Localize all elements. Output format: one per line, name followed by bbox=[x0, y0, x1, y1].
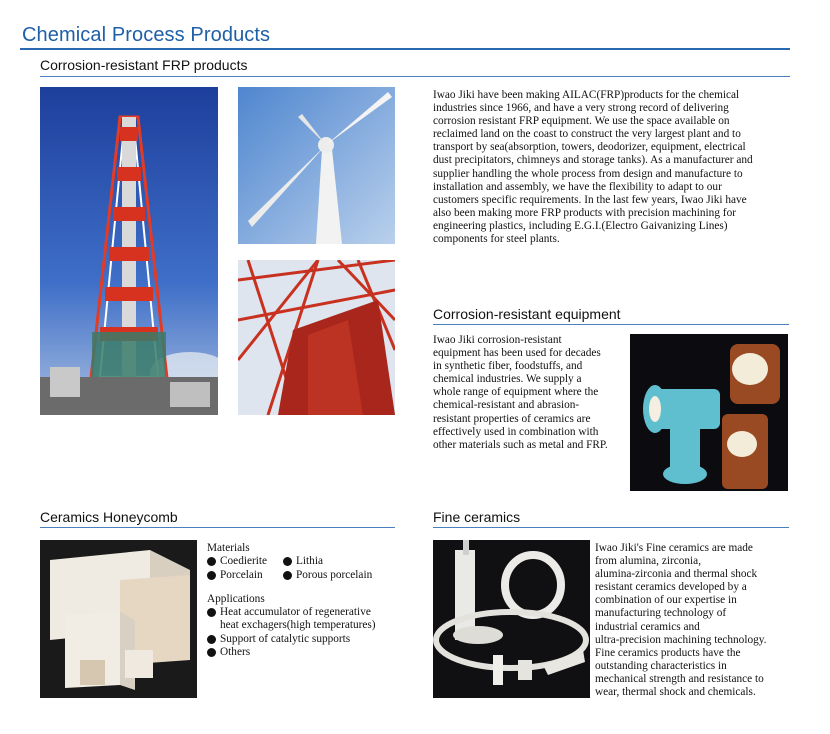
bullet-icon bbox=[283, 571, 292, 580]
fine-ceramics-section-heading: Fine ceramics bbox=[433, 509, 521, 525]
page-title: Chemical Process Products bbox=[22, 24, 271, 46]
fine-ceramics-description: Iwao Jiki's Fine ceramics are made from alumina, zirconia, alumina-zirconia and thermal shock resistant ceramics developed by a combination of our expertise in manufacturing technology of industrial ceramics and ultra-precision machining technology. Fine ceramics products have the outstanding characteristics in mechanical strength and resistance to wear, thermal shock and chemicals. bbox=[595, 542, 767, 699]
bullet-icon bbox=[207, 571, 216, 580]
bullet-icon bbox=[207, 648, 216, 657]
application-item: Support of catalytic supports bbox=[207, 633, 402, 646]
fine-ceramic-parts-photo bbox=[433, 540, 590, 698]
honeycomb-section-heading: Ceramics Honeycomb bbox=[40, 509, 178, 525]
material-item: Lithia bbox=[283, 555, 323, 568]
application-item: Others bbox=[207, 646, 402, 659]
ceramic-pipe-fittings-photo bbox=[630, 334, 788, 491]
ceramic-honeycomb-blocks-photo bbox=[40, 540, 197, 698]
honeycomb-section-divider bbox=[40, 527, 395, 528]
application-item: Heat accumulator of regenerative heat exchagers(high temperatures) bbox=[207, 606, 402, 633]
frp-section-divider bbox=[40, 76, 790, 77]
fine-ceramics-section-divider bbox=[433, 527, 789, 528]
wind-turbine-photo bbox=[238, 87, 395, 244]
frp-section-heading: Corrosion-resistant FRP products bbox=[40, 57, 248, 73]
applications-label: Applications bbox=[207, 592, 265, 605]
honeycomb-details bbox=[207, 542, 402, 659]
bullet-icon bbox=[283, 557, 292, 566]
equipment-section-heading: Corrosion-resistant equipment bbox=[433, 306, 621, 322]
bullet-icon bbox=[207, 608, 216, 617]
material-item: Porcelain bbox=[207, 569, 283, 582]
frp-description: Iwao Jiki have been making AILAC(FRP)products for the chemical industries since 1966, and have a very strong record of delivering corrosion resistant FRP equipment. We use the space available on reclaimed land on the coast to construct the very largest plant and to transport by sea(absorption, towers, deodorizer, equipment, electrical dust precipitators, chimneys and storage tanks). As a manufacturer and supplier handling the whole process from design and manufacture to installation and assembly, we have the flexibility to adapt to our customers specific requirements. In the last few years, Iwao Jiki have also been making more FRP products with precision machining for engineering plastics, including E.G.I.(Electro Gaivanizing Lines) components for steel plants. bbox=[433, 89, 753, 246]
bullet-icon bbox=[207, 635, 216, 644]
red-tower-lattice-photo bbox=[238, 260, 395, 415]
material-item: Coedierite bbox=[207, 555, 283, 568]
material-item: Porous porcelain bbox=[283, 569, 372, 582]
materials-label: Materials bbox=[207, 542, 250, 554]
equipment-description: Iwao Jiki corrosion-resistant equipment has been used for decades in synthetic fiber, foodstuffs, and chemical industries. We supply a whole range of equipment where the chemical-resistant and abrasion- resistant properties of ceramics are effectively used in combination with other materials such as metal and FRP. bbox=[433, 334, 608, 451]
bullet-icon bbox=[207, 557, 216, 566]
chimney-tower-photo bbox=[40, 87, 218, 415]
equipment-section-divider bbox=[433, 324, 789, 325]
title-divider bbox=[20, 48, 790, 50]
